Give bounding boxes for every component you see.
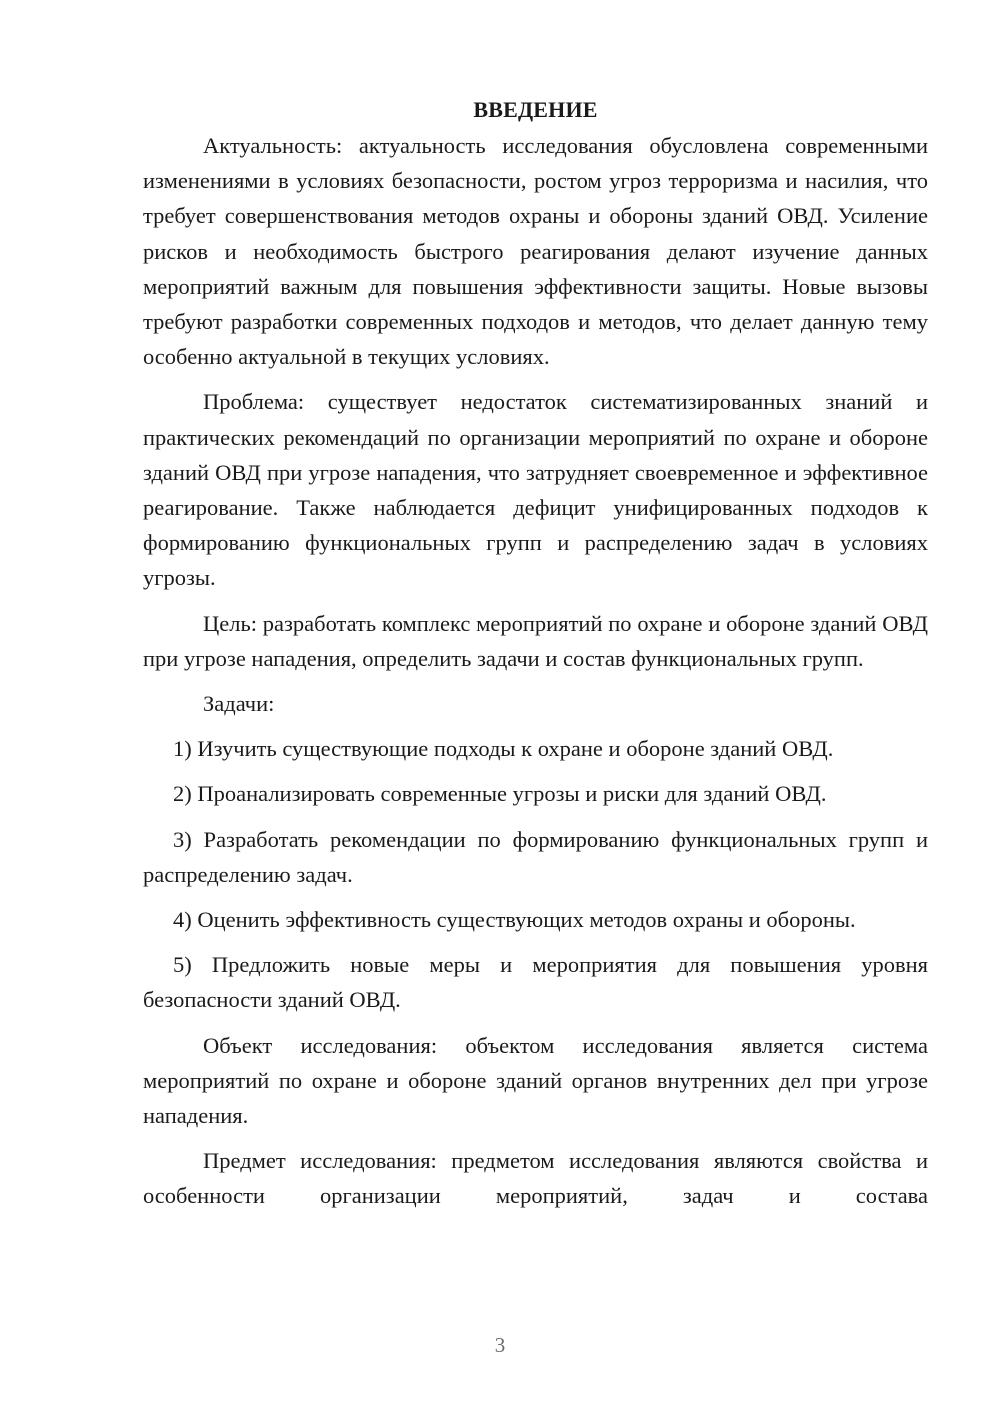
document-page [143, 92, 928, 1224]
list-item-task-5: 5) Предложить новые меры и мероприятия для повышения уровня безопасности зданий ОВД. [143, 952, 928, 1013]
paragraph-goal: Цель: разработать комплекс мероприятий по охране и обороне зданий ОВД при угрозе нападения, определить задачи и состав функциональных групп. [143, 610, 928, 671]
paragraph-problem: Проблема: существует недостаток систематизированных знаний и практических рекомендаций по организации мероприятий по охране и обороне зданий ОВД при угрозе нападения, что затрудняет своевременное и эффективное реагирование. Также наблюдается дефицит унифицированных подходов к формированию функциональных групп и распределению задач в условиях угрозы. [143, 389, 928, 591]
list-item-task-2: 2) Проанализировать современные угрозы и риски для зданий ОВД. [173, 781, 827, 807]
list-item-task-4: 4) Оценить эффективность существующих методов охраны и обороны. [173, 907, 856, 933]
page-number: 3 [494, 1333, 506, 1357]
page-title: ВВЕДЕНИЕ [473, 97, 598, 122]
paragraph-relevance: Актуальность: актуальность исследования обусловлена современными изменениями в условиях безопасности, ростом угроз терроризма и насилия, что требует совершенствования методов охраны и обороны зданий ОВД. Усиление рисков и необходимость быстрого реагирования делают изучение данных мероприятий важным для повышения эффективности защиты. Новые вызовы требуют разработки современных подходов и методов, что делает данную тему особенно актуальной в текущих условиях. [143, 133, 928, 370]
paragraph-subject: Предмет исследования: предметом исследования являются свойства и особенности организации мероприятий, задач и состава [143, 1148, 928, 1209]
list-item-task-3: 3) Разработать рекомендации по формированию функциональных групп и распределению задач. [143, 826, 928, 887]
paragraph-object: Объект исследования: объектом исследования является система мероприятий по охране и обороне зданий органов внутренних дел при угрозе нападения. [143, 1032, 928, 1129]
paragraph-tasks-label: Задачи: [203, 691, 275, 717]
list-item-task-1: 1) Изучить существующие подходы к охране и обороне зданий ОВД. [173, 736, 834, 762]
